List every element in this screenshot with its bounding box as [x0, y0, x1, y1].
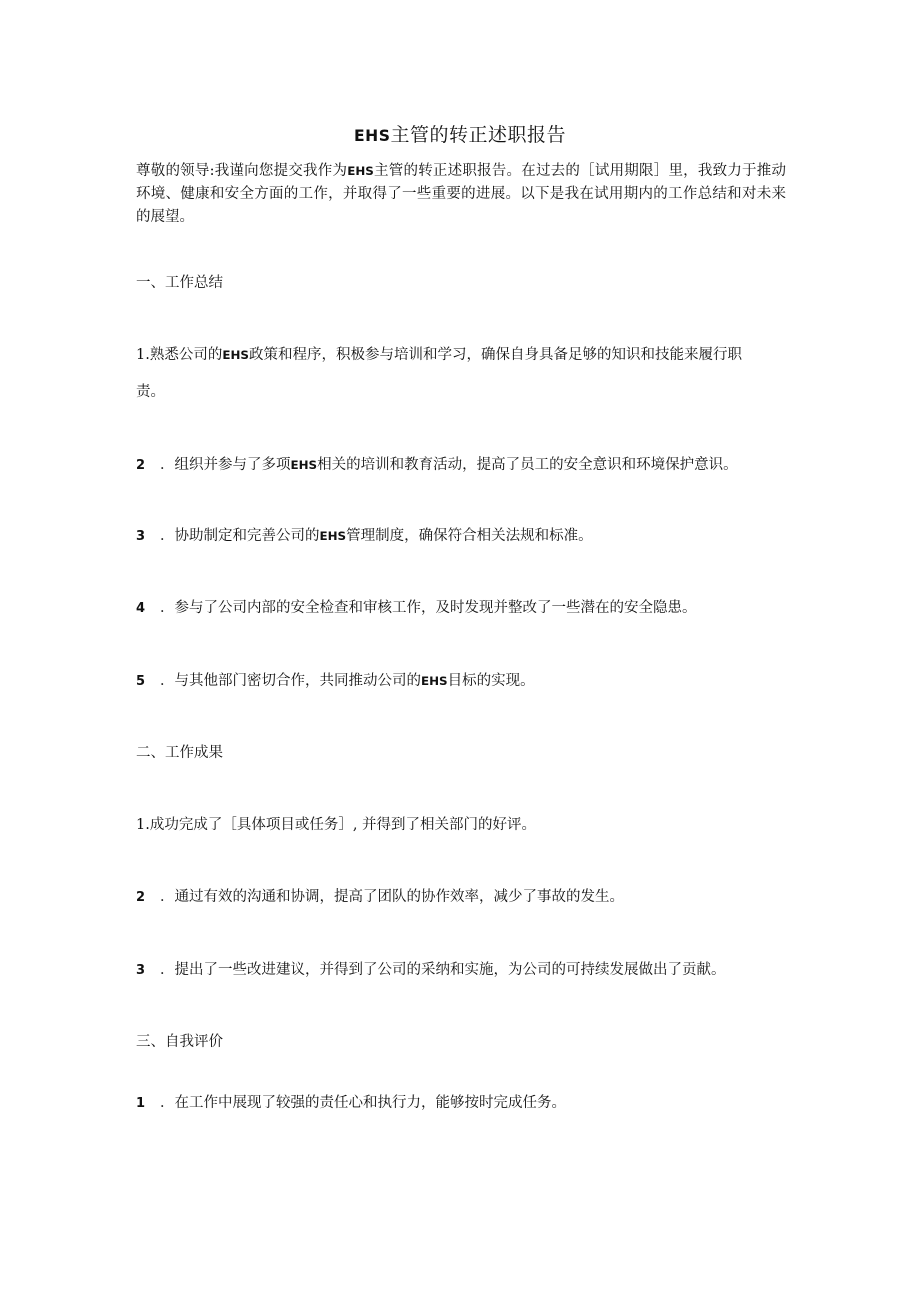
intro-paragraph [136, 160, 786, 229]
results-item-3 [136, 952, 791, 989]
item-number: 4 [136, 601, 146, 616]
results-item-2 [136, 879, 791, 916]
intro-text-1: 尊敬的领导:我谨向您提交我作为 [136, 163, 348, 179]
summary-item-1 [136, 337, 791, 373]
title-ehs: EHS [354, 127, 391, 145]
item-number: 2 [136, 458, 146, 473]
section-heading-results: 二、工作成果 [136, 745, 223, 761]
title-text: 主管的转正述职报告 [390, 124, 566, 146]
summary-item-1-continued: 责。 [136, 384, 165, 400]
intro-ehs: EHS [347, 164, 374, 178]
summary-item-5 [136, 663, 791, 700]
item-text: 相关的培训和教育活动，提高了员工的安全意识和环境保护意识。 [317, 457, 738, 473]
item-number: 3 [136, 529, 146, 544]
item-text: 政策和程序，积极参与培训和学习，确保自身具备足够的知识和技能来履行职 [248, 347, 742, 363]
item-number: 1. [136, 347, 150, 363]
item-ehs: EHS [222, 348, 249, 362]
item-text: 成功完成了［具体项目或任务］, 并得到了相关部门的好评。 [149, 817, 537, 833]
item-ehs: EHS [421, 674, 448, 688]
summary-item-3 [136, 518, 791, 555]
item-text: ．参与了公司内部的安全检查和审核工作，及时发现并整改了一些潜在的安全隐患。 [160, 600, 697, 616]
item-text: ．协助制定和完善公司的 [160, 528, 320, 544]
item-number: 1 [136, 1096, 146, 1111]
section-heading-evaluation: 三、自我评价 [136, 1034, 223, 1050]
results-item-1 [136, 807, 791, 843]
item-number: 1. [136, 817, 150, 833]
document-title [0, 122, 920, 149]
item-text: ．通过有效的沟通和协调，提高了团队的协作效率，减少了事故的发生。 [160, 889, 624, 905]
item-number: 5 [136, 674, 146, 689]
item-text: ．在工作中展现了较强的责任心和执行力，能够按时完成任务。 [160, 1095, 566, 1111]
evaluation-item-1 [136, 1085, 791, 1122]
item-ehs: EHS [319, 529, 347, 543]
item-text: 目标的实现。 [447, 673, 535, 689]
item-number: 2 [136, 890, 146, 905]
summary-item-4 [136, 590, 791, 627]
item-text: ．提出了一些改进建议，并得到了公司的采纳和实施，为公司的可持续发展做出了贡献。 [160, 962, 726, 978]
item-text: ．与其他部门密切合作，共同推动公司的 [160, 673, 421, 689]
summary-item-2 [136, 447, 791, 484]
item-text: ．组织并参与了多项 [160, 457, 291, 473]
item-text: 管理制度，确保符合相关法规和标准。 [346, 528, 593, 544]
item-text: 熟悉公司的 [149, 347, 223, 363]
section-heading-summary: 一、工作总结 [136, 275, 223, 291]
item-ehs: EHS [290, 458, 318, 472]
intro-text-2: 主管的转正述职报告。在过去的［试用期限］里，我致力于推动环境、健康和安全方面的工作，并取得了一些重要的进展。以下是我在试用期内的工作总结和对未来的展望。 [136, 163, 786, 225]
item-number: 3 [136, 963, 146, 978]
